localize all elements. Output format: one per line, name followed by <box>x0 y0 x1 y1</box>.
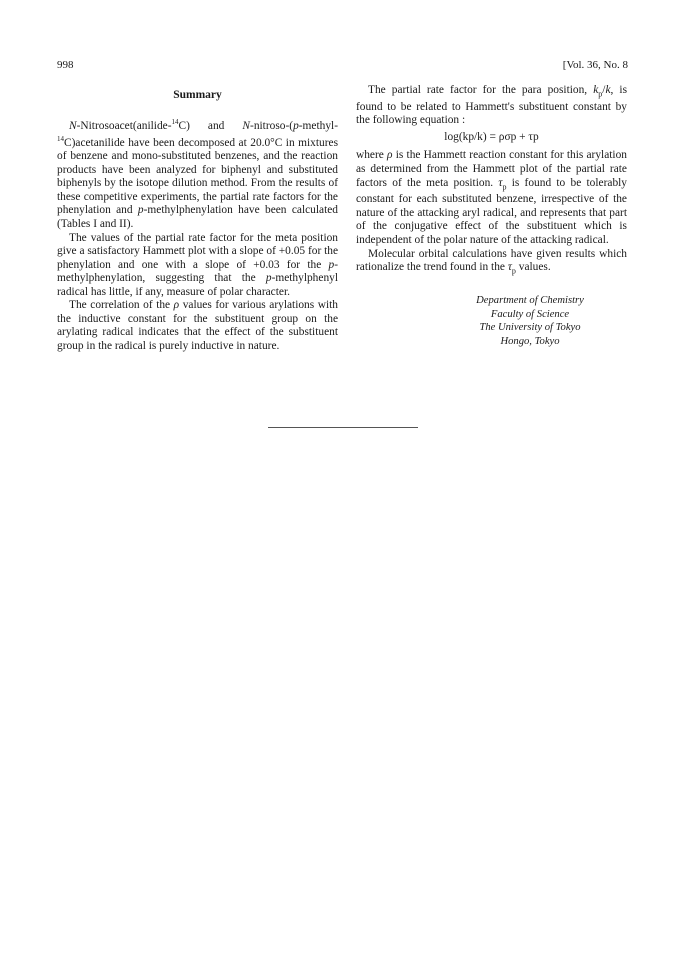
volume-info: [Vol. 36, No. 8 <box>562 59 628 71</box>
summary-paragraph-2: The values of the partial rate factor for the meta position give a satisfactory Hammett plot with a slope of +0.05 for the phenylation and one with a slope of +0.03 for the p-methylphenylation, suggesting that the p-methylphenyl radical has little, if any, measure of polar character. <box>57 231 338 298</box>
right-column <box>356 84 627 348</box>
section-divider <box>268 427 418 428</box>
summary-paragraph-3: The correlation of the ρ values for various arylations with the inductive constant for the substituent group on the arylating radical indicates that the effect of the substituent group in the radical is purely inductive in nature. <box>57 299 338 352</box>
page-number: 998 <box>57 59 74 71</box>
hammett-equation: log(kp/k) = ρσp + τp <box>444 130 539 143</box>
summary-paragraph-4: The partial rate factor for the para position, $k_p/k$, is found to be related to Hammett's substituent constant by the following equation : <box>356 84 627 127</box>
affiliation-location: Hongo, Tokyo <box>500 335 560 347</box>
affiliation-department: Department of Chemistry <box>476 294 584 306</box>
affiliation-university: The University of Tokyo <box>479 322 581 334</box>
affiliation-faculty: Faculty of Science <box>490 308 570 320</box>
left-column <box>57 84 338 353</box>
summary-heading: Summary <box>173 89 222 101</box>
summary-paragraph-5: where ρ is the Hammett reaction constant for this arylation as determined from the Hammett plot of the partial rate factors of the meta position. $\tau_p$ is found to be tolerably constant for each substituted benzene, irrespective of the nature of the attacking aryl radical, and represents that part of the conjugative effect of the substituent which is independent of the polar nature of the attacking radical. <box>356 149 627 247</box>
author-affiliation <box>356 294 627 348</box>
summary-paragraph-1: N-Nitrosoacet(anilide-$^{14}$C) and N-nitroso-(p-methyl-$^{14}$C)acetanilide have been decomposed at 20.0°C in mixtures of benzene and mono-substituted benzenes, and the reaction products have been analyzed for biphenyl and substituted biphenyls by the isotope dilution method. From the results of these competitive experiments, the partial rate factors for the phenylation and p-methylphenylation have been calculated (Tables I and II). <box>57 117 338 230</box>
summary-paragraph-6: Molecular orbital calculations have given results which rationalize the trend found in the $\tau_p$ values. <box>356 247 627 276</box>
